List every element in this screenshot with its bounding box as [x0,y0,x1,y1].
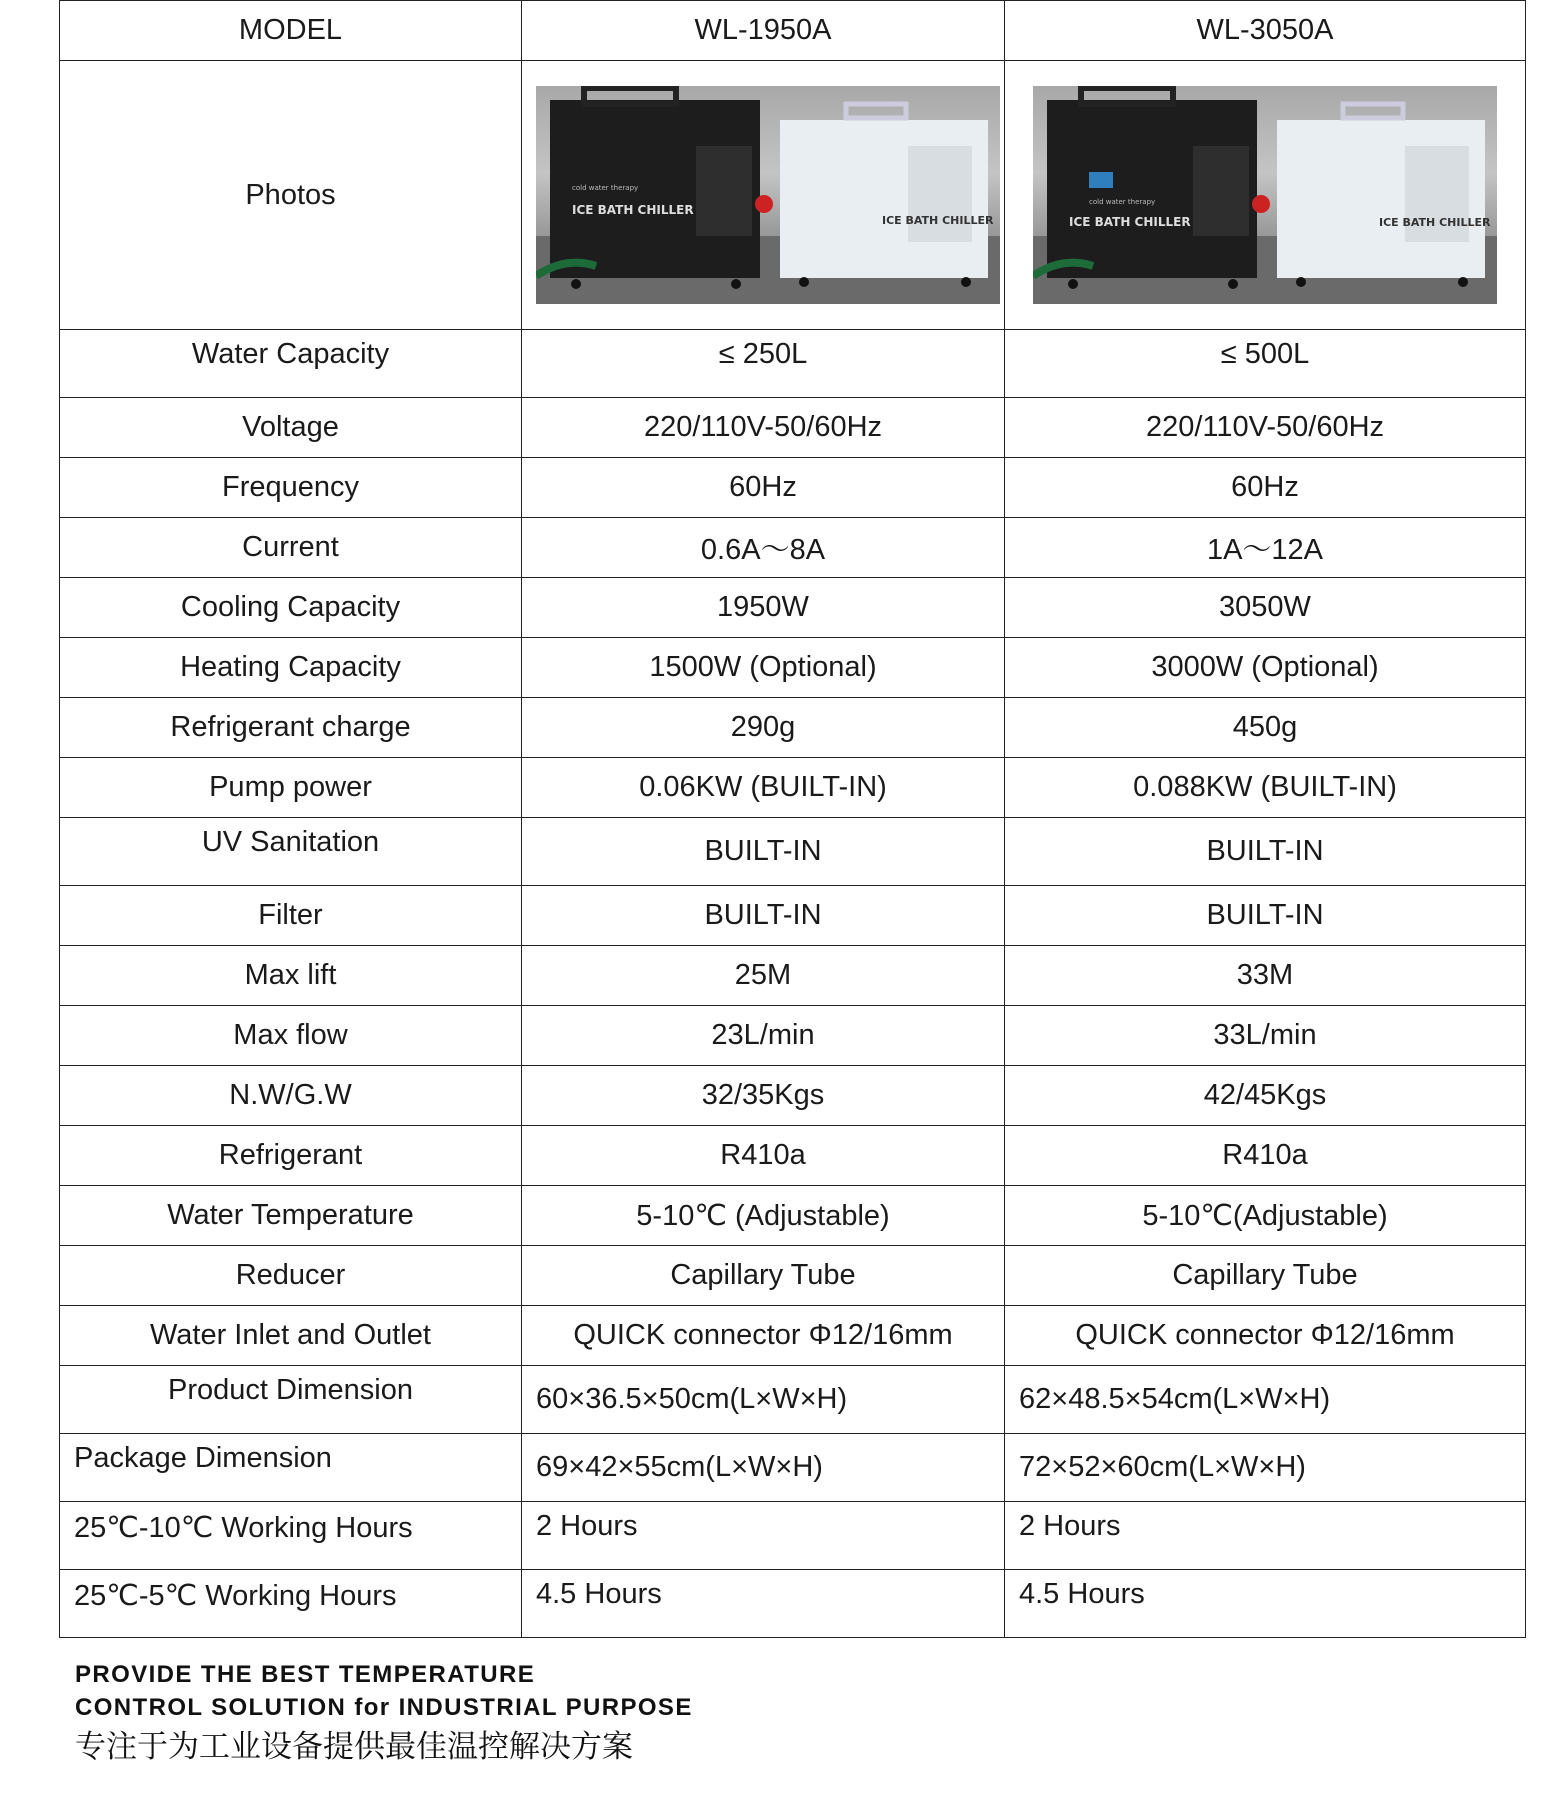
spec-label: Max flow [60,1006,522,1066]
photo-b-white-chiller-label: ICE BATH CHILLER [1379,216,1491,229]
spec-value-b: 4.5 Hours [1005,1570,1526,1638]
spec-label: Refrigerant charge [60,698,522,758]
photo-b-black-chiller-label: ICE BATH CHILLER [1069,215,1191,229]
spec-label: 25℃-5℃ Working Hours [60,1570,522,1638]
spec-label: Heating Capacity [60,638,522,698]
spec-value-b: 60Hz [1005,458,1526,518]
spec-row-working-hours-5 [60,1570,1526,1638]
spec-row-current [60,518,1526,578]
photo-a-cell [522,61,1005,330]
model-header-cell: MODEL [60,1,522,61]
photo-b-brand: cold water therapy [1089,198,1156,206]
spec-value-a: 1950W [522,578,1005,638]
spec-value-a: 69×42×55cm(L×W×H) [522,1434,1005,1502]
spec-label: Frequency [60,458,522,518]
spec-row-filter [60,886,1526,946]
spec-label: Water Temperature [60,1186,522,1246]
spec-value-b: BUILT-IN [1005,818,1526,886]
spec-row-reducer [60,1246,1526,1306]
spec-value-b: 220/110V-50/60Hz [1005,398,1526,458]
spec-value-a: 60×36.5×50cm(L×W×H) [522,1366,1005,1434]
spec-value-a: BUILT-IN [522,886,1005,946]
spec-label: Reducer [60,1246,522,1306]
spec-value-a: 23L/min [522,1006,1005,1066]
spec-label: Filter [60,886,522,946]
product-photo-a [536,86,1000,304]
spec-row-refrigerant-charge [60,698,1526,758]
spec-value-b: 2 Hours [1005,1502,1526,1570]
header-row [60,1,1526,61]
spec-value-b: 5-10℃(Adjustable) [1005,1186,1526,1246]
spec-value-a: QUICK connector Φ12/16mm [522,1306,1005,1366]
spec-value-a: BUILT-IN [522,818,1005,886]
spec-value-a: 290g [522,698,1005,758]
spec-value-b: 1A～12A [1005,518,1526,578]
spec-value-a: ≤ 250L [522,330,1005,398]
spec-value-b: 0.088KW (BUILT-IN) [1005,758,1526,818]
spec-value-a: 220/110V-50/60Hz [522,398,1005,458]
spec-label: Pump power [60,758,522,818]
spec-value-a: 0.06KW (BUILT-IN) [522,758,1005,818]
spec-value-b: ≤ 500L [1005,330,1526,398]
spec-label: 25℃-10℃ Working Hours [60,1502,522,1570]
model-b-header-cell: WL-3050A [1005,1,1526,61]
spec-label: Voltage [60,398,522,458]
spec-row-cooling-capacity [60,578,1526,638]
photo-a-brand: cold water therapy [572,184,639,192]
spec-label: UV Sanitation [60,818,522,886]
spec-label: N.W/G.W [60,1066,522,1126]
spec-value-a: 4.5 Hours [522,1570,1005,1638]
model-a-header-cell: WL-1950A [522,1,1005,61]
spec-row-heating-capacity [60,638,1526,698]
spec-row-water-temperature [60,1186,1526,1246]
spec-value-a: 1500W (Optional) [522,638,1005,698]
spec-row-water-capacity [60,330,1526,398]
spec-table [59,0,1526,1638]
spec-value-a: 32/35Kgs [522,1066,1005,1126]
spec-label: Package Dimension [60,1434,522,1502]
photo-row [60,61,1526,330]
photos-label-cell: Photos [60,61,522,330]
spec-label: Current [60,518,522,578]
spec-value-b: BUILT-IN [1005,886,1526,946]
product-photo-b [1033,86,1497,304]
spec-label: Refrigerant [60,1126,522,1186]
spec-label: Water Capacity [60,330,522,398]
spec-row-working-hours-10 [60,1502,1526,1570]
spec-value-b: 450g [1005,698,1526,758]
footer-slogan [75,1658,693,1768]
spec-value-a: 0.6A～8A [522,518,1005,578]
spec-label: Cooling Capacity [60,578,522,638]
spec-row-pump-power [60,758,1526,818]
spec-value-a: 60Hz [522,458,1005,518]
spec-value-b: R410a [1005,1126,1526,1186]
spec-value-b: 62×48.5×54cm(L×W×H) [1005,1366,1526,1434]
photo-a-white-chiller-label: ICE BATH CHILLER [882,214,994,227]
spec-value-b: 72×52×60cm(L×W×H) [1005,1434,1526,1502]
spec-row-uv-sanitation [60,818,1526,886]
spec-row-max-flow [60,1006,1526,1066]
spec-label: Water Inlet and Outlet [60,1306,522,1366]
photo-a-black-chiller-label: ICE BATH CHILLER [572,203,694,217]
spec-value-b: 3000W (Optional) [1005,638,1526,698]
spec-value-b: 42/45Kgs [1005,1066,1526,1126]
spec-row-package-dimension [60,1434,1526,1502]
spec-row-max-lift [60,946,1526,1006]
spec-value-a: 25M [522,946,1005,1006]
slogan-chinese: 专注于为工业设备提供最佳温控解决方案 [75,1729,633,1765]
spec-row-weight [60,1066,1526,1126]
spec-label: Product Dimension [60,1366,522,1434]
photo-b-cell [1005,61,1526,330]
spec-value-b: Capillary Tube [1005,1246,1526,1306]
spec-value-a: 2 Hours [522,1502,1005,1570]
slogan-line-1: PROVIDE THE BEST TEMPERATURE [75,1661,536,1688]
spec-value-b: 33M [1005,946,1526,1006]
spec-value-b: QUICK connector Φ12/16mm [1005,1306,1526,1366]
spec-row-product-dimension [60,1366,1526,1434]
spec-value-b: 3050W [1005,578,1526,638]
spec-row-refrigerant [60,1126,1526,1186]
spec-value-a: R410a [522,1126,1005,1186]
spec-row-voltage [60,398,1526,458]
spec-value-b: 33L/min [1005,1006,1526,1066]
spec-row-water-inlet-outlet [60,1306,1526,1366]
spec-value-a: Capillary Tube [522,1246,1005,1306]
spec-label: Max lift [60,946,522,1006]
spec-row-frequency [60,458,1526,518]
spec-value-a: 5-10℃ (Adjustable) [522,1186,1005,1246]
slogan-line-2: CONTROL SOLUTION for INDUSTRIAL PURPOSE [75,1694,693,1721]
